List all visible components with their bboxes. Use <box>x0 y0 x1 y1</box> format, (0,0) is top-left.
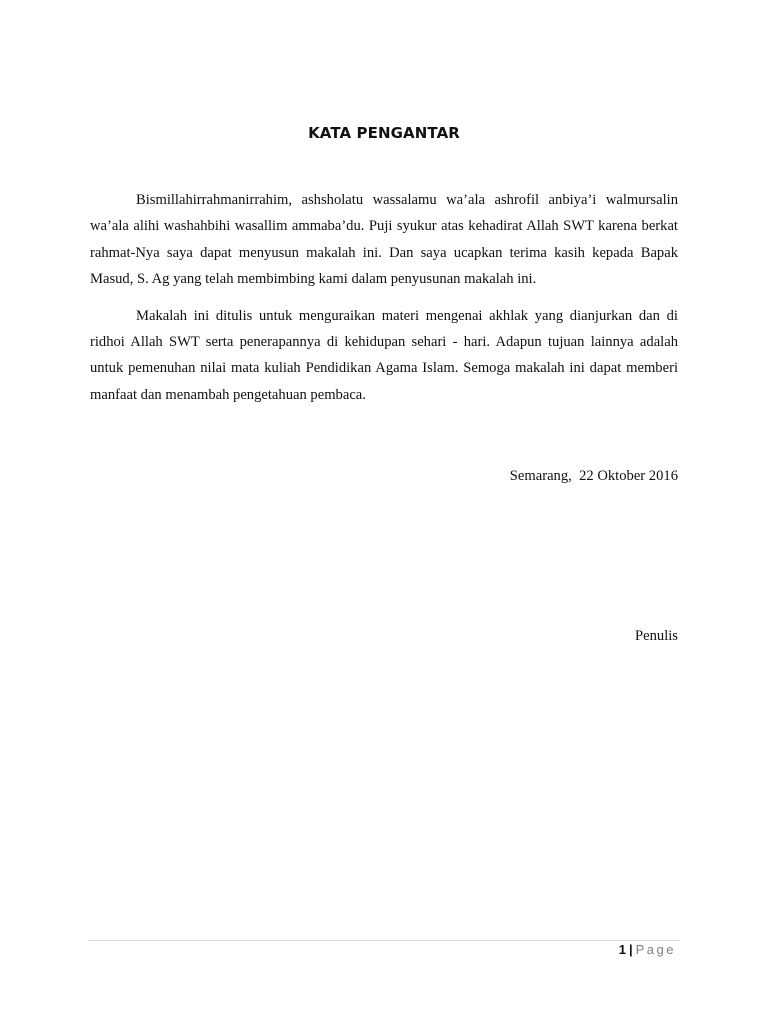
page-label: Page <box>635 942 676 957</box>
document-body <box>90 187 678 418</box>
page-footer <box>619 942 676 957</box>
paragraph-purpose: Makalah ini ditulis untuk menguraikan materi mengenai akhlak yang dianjurkan dan di ridhoi Allah SWT serta penerapannya di kehidupan sehari - hari. Adapun tujuan lainnya adalah untuk pemenuhan nilai mata kuliah Pendidikan Agama Islam. Semoga makalah ini dapat memberi manfaat dan menambah pengetahuan pembaca. <box>90 307 678 403</box>
place-date: Semarang, 22 Oktober 2016 <box>509 468 678 484</box>
page-separator: | <box>628 942 633 957</box>
author-signature: Penulis <box>635 628 678 644</box>
page-number: 1 <box>618 942 626 957</box>
footer-divider <box>88 940 680 941</box>
paragraph-opening: Bismillahirrahmanirrahim, ashsholatu wassalamu wa’ala ashrofil anbiya’i walmursalin wa’ala alihi washahbihi wasallim ammaba’du. Puji syukur atas kehadirat Allah SWT karena berkat rahmat-Nya saya dapat menyusun makalah ini. Dan saya ucapkan terima kasih kepada Bapak Masud, S. Ag yang telah membimbing kami dalam penyusunan makalah ini. <box>90 192 678 288</box>
document-title: KATA PENGANTAR <box>308 124 460 142</box>
